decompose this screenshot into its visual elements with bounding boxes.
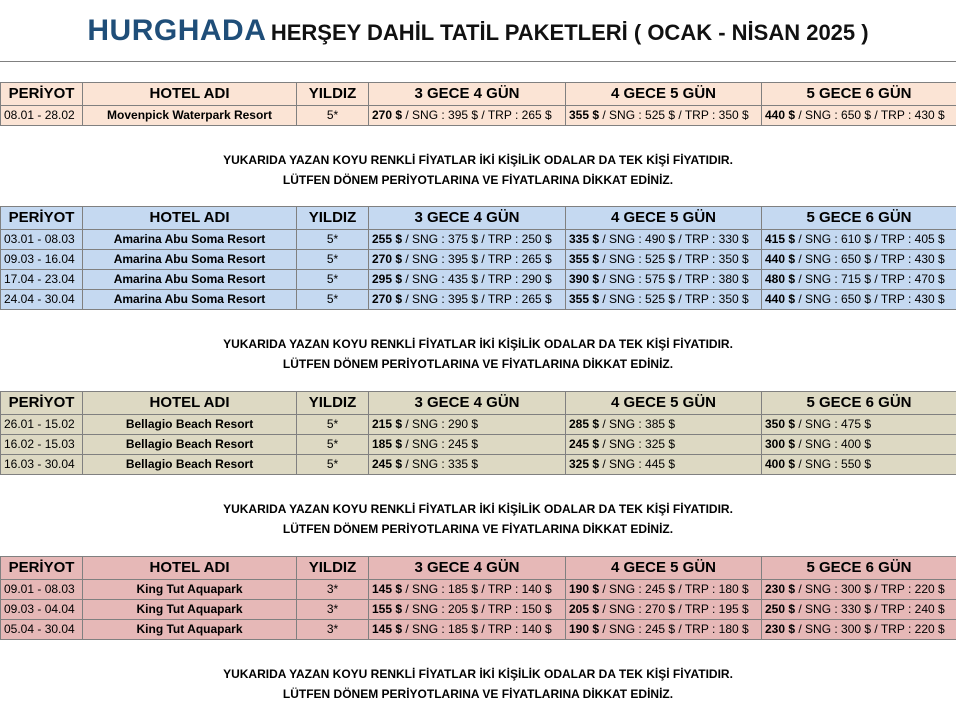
- table-row: [1, 106, 956, 126]
- price-cell: [369, 600, 566, 620]
- column-header: YILDIZ: [297, 207, 369, 230]
- double-room-price: 185 $: [372, 437, 403, 451]
- other-prices: / SNG : 550 $: [795, 457, 872, 471]
- stars-cell: 5*: [297, 106, 369, 126]
- double-room-price: 270 $: [372, 108, 403, 122]
- period-cell: 09.03 - 04.04: [1, 600, 83, 620]
- other-prices: / SNG : 335 $: [402, 457, 479, 471]
- price-cell: [762, 290, 956, 310]
- double-room-price: 190 $: [569, 582, 600, 596]
- hotel-cell: Bellagio Beach Resort: [83, 455, 297, 475]
- price-table-bellagio: [0, 391, 956, 475]
- period-cell: 09.01 - 08.03: [1, 580, 83, 600]
- table-row: [1, 415, 956, 435]
- pricing-note: [0, 499, 956, 539]
- price-cell: [566, 270, 762, 290]
- price-cell: [369, 250, 566, 270]
- double-room-price: 390 $: [569, 272, 600, 286]
- hotel-cell: King Tut Aquapark: [83, 600, 297, 620]
- double-room-price: 145 $: [372, 582, 403, 596]
- other-prices: / SNG : 385 $: [599, 417, 676, 431]
- double-room-price: 400 $: [765, 457, 796, 471]
- other-prices: / SNG : 475 $: [795, 417, 872, 431]
- hotel-cell: Amarina Abu Soma Resort: [83, 230, 297, 250]
- double-room-price: 440 $: [765, 292, 796, 306]
- stars-cell: 5*: [297, 290, 369, 310]
- pricing-note: [0, 150, 956, 190]
- column-header: 4 GECE 5 GÜN: [566, 392, 762, 415]
- table-header-row: [1, 83, 956, 106]
- note-line-2: LÜTFEN DÖNEM PERİYOTLARINA VE FİYATLARINA DİKKAT EDİNİZ.: [282, 687, 674, 701]
- other-prices: / SNG : 610 $ / TRP : 405 $: [795, 232, 945, 246]
- price-cell: [762, 415, 956, 435]
- table-row: [1, 230, 956, 250]
- price-cell: [762, 250, 956, 270]
- pricing-note: [0, 334, 956, 374]
- column-header: 3 GECE 4 GÜN: [369, 392, 566, 415]
- other-prices: / SNG : 375 $ / TRP : 250 $: [402, 232, 552, 246]
- double-room-price: 325 $: [569, 457, 600, 471]
- stars-cell: 3*: [297, 600, 369, 620]
- title-underline: [0, 61, 956, 62]
- page-title: [0, 14, 956, 48]
- price-cell: [369, 455, 566, 475]
- price-cell: [566, 415, 762, 435]
- price-cell: [566, 106, 762, 126]
- price-cell: [566, 230, 762, 250]
- hotel-cell: Bellagio Beach Resort: [83, 435, 297, 455]
- price-cell: [369, 580, 566, 600]
- other-prices: / SNG : 490 $ / TRP : 330 $: [599, 232, 749, 246]
- other-prices: / SNG : 650 $ / TRP : 430 $: [795, 292, 945, 306]
- stars-cell: 3*: [297, 620, 369, 640]
- table-row: [1, 580, 956, 600]
- period-cell: 16.02 - 15.03: [1, 435, 83, 455]
- other-prices: / SNG : 650 $ / TRP : 430 $: [795, 108, 945, 122]
- price-cell: [762, 435, 956, 455]
- double-room-price: 145 $: [372, 622, 403, 636]
- price-cell: [566, 600, 762, 620]
- table-header-row: [1, 392, 956, 415]
- double-room-price: 355 $: [569, 252, 600, 266]
- other-prices: / SNG : 525 $ / TRP : 350 $: [599, 292, 749, 306]
- price-cell: [566, 580, 762, 600]
- stars-cell: 5*: [297, 455, 369, 475]
- price-cell: [762, 230, 956, 250]
- double-room-price: 355 $: [569, 108, 600, 122]
- price-cell: [566, 455, 762, 475]
- note-line-1: YUKARIDA YAZAN KOYU RENKLİ FİYATLAR İKİ KİŞİLİK ODALAR DA TEK KİŞİ FİYATIDIR.: [223, 667, 733, 681]
- stars-cell: 5*: [297, 415, 369, 435]
- note-line-2: LÜTFEN DÖNEM PERİYOTLARINA VE FİYATLARINA DİKKAT EDİNİZ.: [282, 173, 674, 187]
- price-table-amarina: [0, 206, 956, 310]
- column-header: 5 GECE 6 GÜN: [762, 557, 956, 580]
- column-header: YILDIZ: [297, 557, 369, 580]
- note-line-1: YUKARIDA YAZAN KOYU RENKLİ FİYATLAR İKİ KİŞİLİK ODALAR DA TEK KİŞİ FİYATIDIR.: [223, 337, 733, 351]
- table-row: [1, 270, 956, 290]
- double-room-price: 270 $: [372, 292, 403, 306]
- price-table-kingtut: [0, 556, 956, 640]
- period-cell: 26.01 - 15.02: [1, 415, 83, 435]
- other-prices: / SNG : 435 $ / TRP : 290 $: [402, 272, 552, 286]
- double-room-price: 440 $: [765, 252, 796, 266]
- other-prices: / SNG : 445 $: [599, 457, 676, 471]
- table-row: [1, 250, 956, 270]
- other-prices: / SNG : 395 $ / TRP : 265 $: [402, 108, 552, 122]
- column-header: 3 GECE 4 GÜN: [369, 207, 566, 230]
- column-header: PERİYOT: [1, 83, 83, 106]
- hotel-cell: King Tut Aquapark: [83, 620, 297, 640]
- table-row: [1, 620, 956, 640]
- note-line-2: LÜTFEN DÖNEM PERİYOTLARINA VE FİYATLARINA DİKKAT EDİNİZ.: [282, 357, 674, 371]
- title-city: HURGHADA: [87, 14, 267, 47]
- period-cell: 09.03 - 16.04: [1, 250, 83, 270]
- other-prices: / SNG : 300 $ / TRP : 220 $: [795, 622, 945, 636]
- pricing-note: [0, 664, 956, 704]
- note-line-1: YUKARIDA YAZAN KOYU RENKLİ FİYATLAR İKİ KİŞİLİK ODALAR DA TEK KİŞİ FİYATIDIR.: [223, 502, 733, 516]
- double-room-price: 245 $: [372, 457, 403, 471]
- hotel-cell: Amarina Abu Soma Resort: [83, 270, 297, 290]
- stars-cell: 3*: [297, 580, 369, 600]
- column-header: PERİYOT: [1, 392, 83, 415]
- period-cell: 05.04 - 30.04: [1, 620, 83, 640]
- column-header: 5 GECE 6 GÜN: [762, 207, 956, 230]
- stars-cell: 5*: [297, 435, 369, 455]
- double-room-price: 250 $: [765, 602, 796, 616]
- column-header: 5 GECE 6 GÜN: [762, 392, 956, 415]
- double-room-price: 335 $: [569, 232, 600, 246]
- double-room-price: 285 $: [569, 417, 600, 431]
- column-header: 4 GECE 5 GÜN: [566, 207, 762, 230]
- column-header: HOTEL ADI: [83, 83, 297, 106]
- other-prices: / SNG : 715 $ / TRP : 470 $: [795, 272, 945, 286]
- price-table-movenpick: [0, 82, 956, 126]
- column-header: 3 GECE 4 GÜN: [369, 557, 566, 580]
- table-row: [1, 290, 956, 310]
- double-room-price: 355 $: [569, 292, 600, 306]
- double-room-price: 205 $: [569, 602, 600, 616]
- price-cell: [369, 106, 566, 126]
- column-header: 4 GECE 5 GÜN: [566, 83, 762, 106]
- other-prices: / SNG : 400 $: [795, 437, 872, 451]
- price-cell: [369, 290, 566, 310]
- period-cell: 17.04 - 23.04: [1, 270, 83, 290]
- column-header: 5 GECE 6 GÜN: [762, 83, 956, 106]
- other-prices: / SNG : 330 $ / TRP : 240 $: [795, 602, 945, 616]
- column-header: PERİYOT: [1, 557, 83, 580]
- stars-cell: 5*: [297, 250, 369, 270]
- hotel-cell: Amarina Abu Soma Resort: [83, 290, 297, 310]
- hotel-cell: Movenpick Waterpark Resort: [83, 106, 297, 126]
- period-cell: 03.01 - 08.03: [1, 230, 83, 250]
- double-room-price: 440 $: [765, 108, 796, 122]
- price-cell: [566, 290, 762, 310]
- price-cell: [369, 270, 566, 290]
- price-cell: [762, 580, 956, 600]
- other-prices: / SNG : 650 $ / TRP : 430 $: [795, 252, 945, 266]
- price-cell: [762, 270, 956, 290]
- price-cell: [369, 230, 566, 250]
- price-cell: [566, 250, 762, 270]
- double-room-price: 255 $: [372, 232, 403, 246]
- double-room-price: 230 $: [765, 622, 796, 636]
- stars-cell: 5*: [297, 230, 369, 250]
- double-room-price: 300 $: [765, 437, 796, 451]
- column-header: HOTEL ADI: [83, 207, 297, 230]
- column-header: HOTEL ADI: [83, 392, 297, 415]
- table-row: [1, 435, 956, 455]
- other-prices: / SNG : 205 $ / TRP : 150 $: [402, 602, 552, 616]
- stars-cell: 5*: [297, 270, 369, 290]
- column-header: YILDIZ: [297, 392, 369, 415]
- double-room-price: 415 $: [765, 232, 796, 246]
- period-cell: 16.03 - 30.04: [1, 455, 83, 475]
- price-cell: [369, 415, 566, 435]
- other-prices: / SNG : 575 $ / TRP : 380 $: [599, 272, 749, 286]
- other-prices: / SNG : 325 $: [599, 437, 676, 451]
- price-cell: [762, 455, 956, 475]
- other-prices: / SNG : 290 $: [402, 417, 479, 431]
- column-header: 3 GECE 4 GÜN: [369, 83, 566, 106]
- other-prices: / SNG : 185 $ / TRP : 140 $: [402, 622, 552, 636]
- table-row: [1, 455, 956, 475]
- period-cell: 24.04 - 30.04: [1, 290, 83, 310]
- table-row: [1, 600, 956, 620]
- price-cell: [369, 435, 566, 455]
- other-prices: / SNG : 245 $ / TRP : 180 $: [599, 622, 749, 636]
- double-room-price: 270 $: [372, 252, 403, 266]
- other-prices: / SNG : 395 $ / TRP : 265 $: [402, 292, 552, 306]
- price-cell: [762, 620, 956, 640]
- other-prices: / SNG : 245 $: [402, 437, 479, 451]
- double-room-price: 295 $: [372, 272, 403, 286]
- title-rest: HERŞEY DAHİL TATİL PAKETLERİ ( OCAK - NİSAN 2025 ): [270, 20, 869, 45]
- other-prices: / SNG : 245 $ / TRP : 180 $: [599, 582, 749, 596]
- other-prices: / SNG : 525 $ / TRP : 350 $: [599, 252, 749, 266]
- column-header: 4 GECE 5 GÜN: [566, 557, 762, 580]
- note-line-2: LÜTFEN DÖNEM PERİYOTLARINA VE FİYATLARINA DİKKAT EDİNİZ.: [282, 522, 674, 536]
- price-cell: [566, 620, 762, 640]
- other-prices: / SNG : 185 $ / TRP : 140 $: [402, 582, 552, 596]
- table-header-row: [1, 207, 956, 230]
- note-line-1: YUKARIDA YAZAN KOYU RENKLİ FİYATLAR İKİ KİŞİLİK ODALAR DA TEK KİŞİ FİYATIDIR.: [223, 153, 733, 167]
- hotel-cell: Bellagio Beach Resort: [83, 415, 297, 435]
- double-room-price: 245 $: [569, 437, 600, 451]
- other-prices: / SNG : 270 $ / TRP : 195 $: [599, 602, 749, 616]
- other-prices: / SNG : 525 $ / TRP : 350 $: [599, 108, 749, 122]
- column-header: YILDIZ: [297, 83, 369, 106]
- double-room-price: 155 $: [372, 602, 403, 616]
- double-room-price: 480 $: [765, 272, 796, 286]
- double-room-price: 350 $: [765, 417, 796, 431]
- price-cell: [566, 435, 762, 455]
- column-header: PERİYOT: [1, 207, 83, 230]
- price-cell: [369, 620, 566, 640]
- double-room-price: 230 $: [765, 582, 796, 596]
- other-prices: / SNG : 300 $ / TRP : 220 $: [795, 582, 945, 596]
- period-cell: 08.01 - 28.02: [1, 106, 83, 126]
- double-room-price: 215 $: [372, 417, 403, 431]
- hotel-cell: King Tut Aquapark: [83, 580, 297, 600]
- hotel-cell: Amarina Abu Soma Resort: [83, 250, 297, 270]
- price-cell: [762, 106, 956, 126]
- double-room-price: 190 $: [569, 622, 600, 636]
- price-cell: [762, 600, 956, 620]
- column-header: HOTEL ADI: [83, 557, 297, 580]
- other-prices: / SNG : 395 $ / TRP : 265 $: [402, 252, 552, 266]
- table-header-row: [1, 557, 956, 580]
